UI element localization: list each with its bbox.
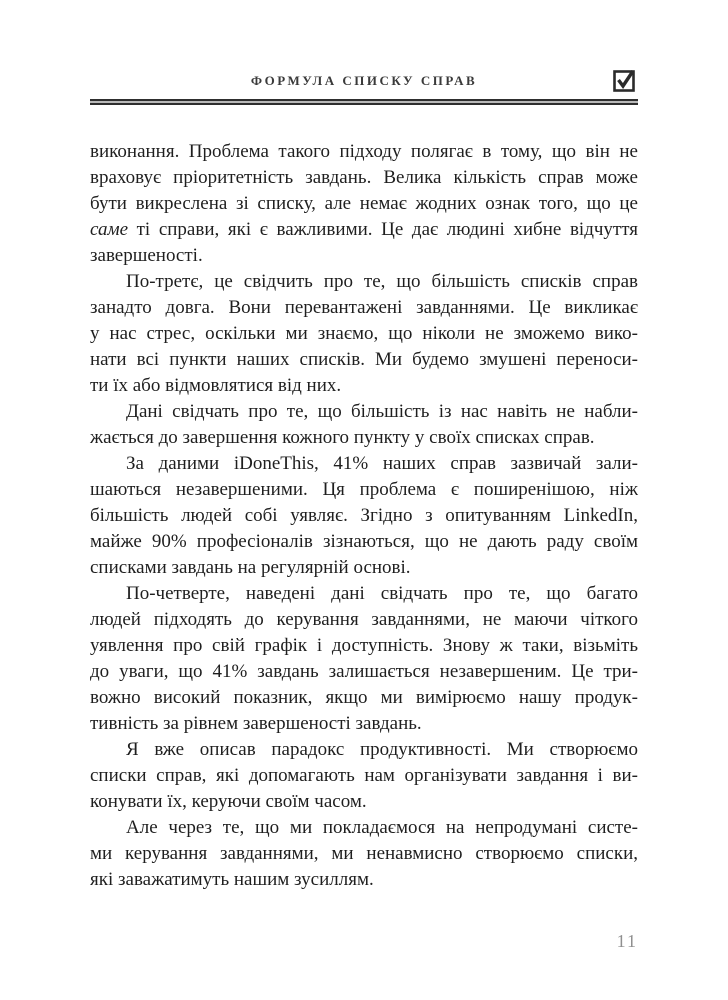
text-line: По-третє, це свідчить про те, що більшість списків справ (126, 271, 638, 292)
paragraph (90, 451, 638, 581)
text-line: Дані свідчать про те, що більшість із нас навіть не набли- (126, 401, 638, 422)
paragraph (90, 399, 638, 451)
text-line: які заважатимуть нашим зусиллям. (90, 869, 374, 890)
text-line: людей підходять до керування завданнями, не маючи чіткого (90, 609, 638, 630)
text-line: більшість людей собі уявляє. Згідно з опитуванням LinkedIn, (90, 505, 638, 526)
text-line: шаються незавершеними. Ця проблема є поширенішою, ніж (90, 479, 638, 500)
text-line: бути викреслена зі списку, але немає жодних ознак того, що це (90, 193, 638, 214)
italic-word: саме (90, 219, 128, 240)
paragraph (90, 269, 638, 399)
page-number: 11 (616, 931, 638, 951)
text-line: нати всі пункти наших списків. Ми будемо змушені переноси- (90, 349, 638, 370)
paragraph (90, 139, 638, 269)
text-line: вожно високий показник, якщо ми вимірюємо нашу продук- (90, 687, 638, 708)
text-line: конувати їх, керуючи своїм часом. (90, 791, 367, 812)
text-line: завершеності. (90, 245, 203, 266)
text-line: тивність за рівнем завершеності завдань. (90, 713, 422, 734)
paragraph (90, 581, 638, 737)
paragraph (90, 737, 638, 815)
text-line: занадто довга. Вони перевантажені завданнями. Це викликає (90, 297, 638, 318)
text-line: Але через те, що ми покладаємося на непродумані систе- (126, 817, 638, 838)
text-line: ми керування завданнями, ми ненавмисно створюємо списки, (90, 843, 638, 864)
paragraph (90, 815, 638, 893)
text-line: списками завдань на регулярній основі. (90, 557, 411, 578)
text-line: За даними iDoneThis, 41% наших справ зазвичай зали- (126, 453, 638, 474)
text-line: у нас стрес, оскільки ми знаємо, що ніколи не зможемо вико- (90, 323, 638, 344)
header-divider (90, 99, 638, 105)
text-line: списки справ, які допомагають нам організувати завдання і ви- (90, 765, 638, 786)
running-header-title: ФОРМУЛА СПИСКУ СПРАВ (250, 73, 478, 88)
text-line: майже 90% професіоналів зізнаються, що не дають раду своїм (90, 531, 638, 552)
text-line: Я вже описав парадокс продуктивності. Ми створюємо (126, 739, 638, 760)
checked-checkbox-icon (611, 64, 638, 94)
text-line: враховує пріоритетність завдань. Велика кількість справ може (90, 167, 638, 188)
text-line: жається до завершення кожного пункту у своїх списках справ. (90, 427, 595, 448)
text-line: ти їх або відмовлятися від них. (90, 375, 342, 396)
body-text (90, 139, 638, 893)
text-line: По-четверте, наведені дані свідчать про те, що багато (126, 583, 638, 604)
text-line-rest: ті справи, які є важливими. Це дає людині хибне відчуття (136, 219, 639, 240)
text-line (90, 217, 638, 243)
text-line: виконання. Проблема такого підходу полягає в тому, що він не (90, 141, 638, 162)
text-line: до уваги, що 41% завдань залишається незавершеним. Це три- (90, 661, 638, 682)
text-line: уявлення про свій графік і доступність. Знову ж таки, візьміть (90, 635, 638, 656)
